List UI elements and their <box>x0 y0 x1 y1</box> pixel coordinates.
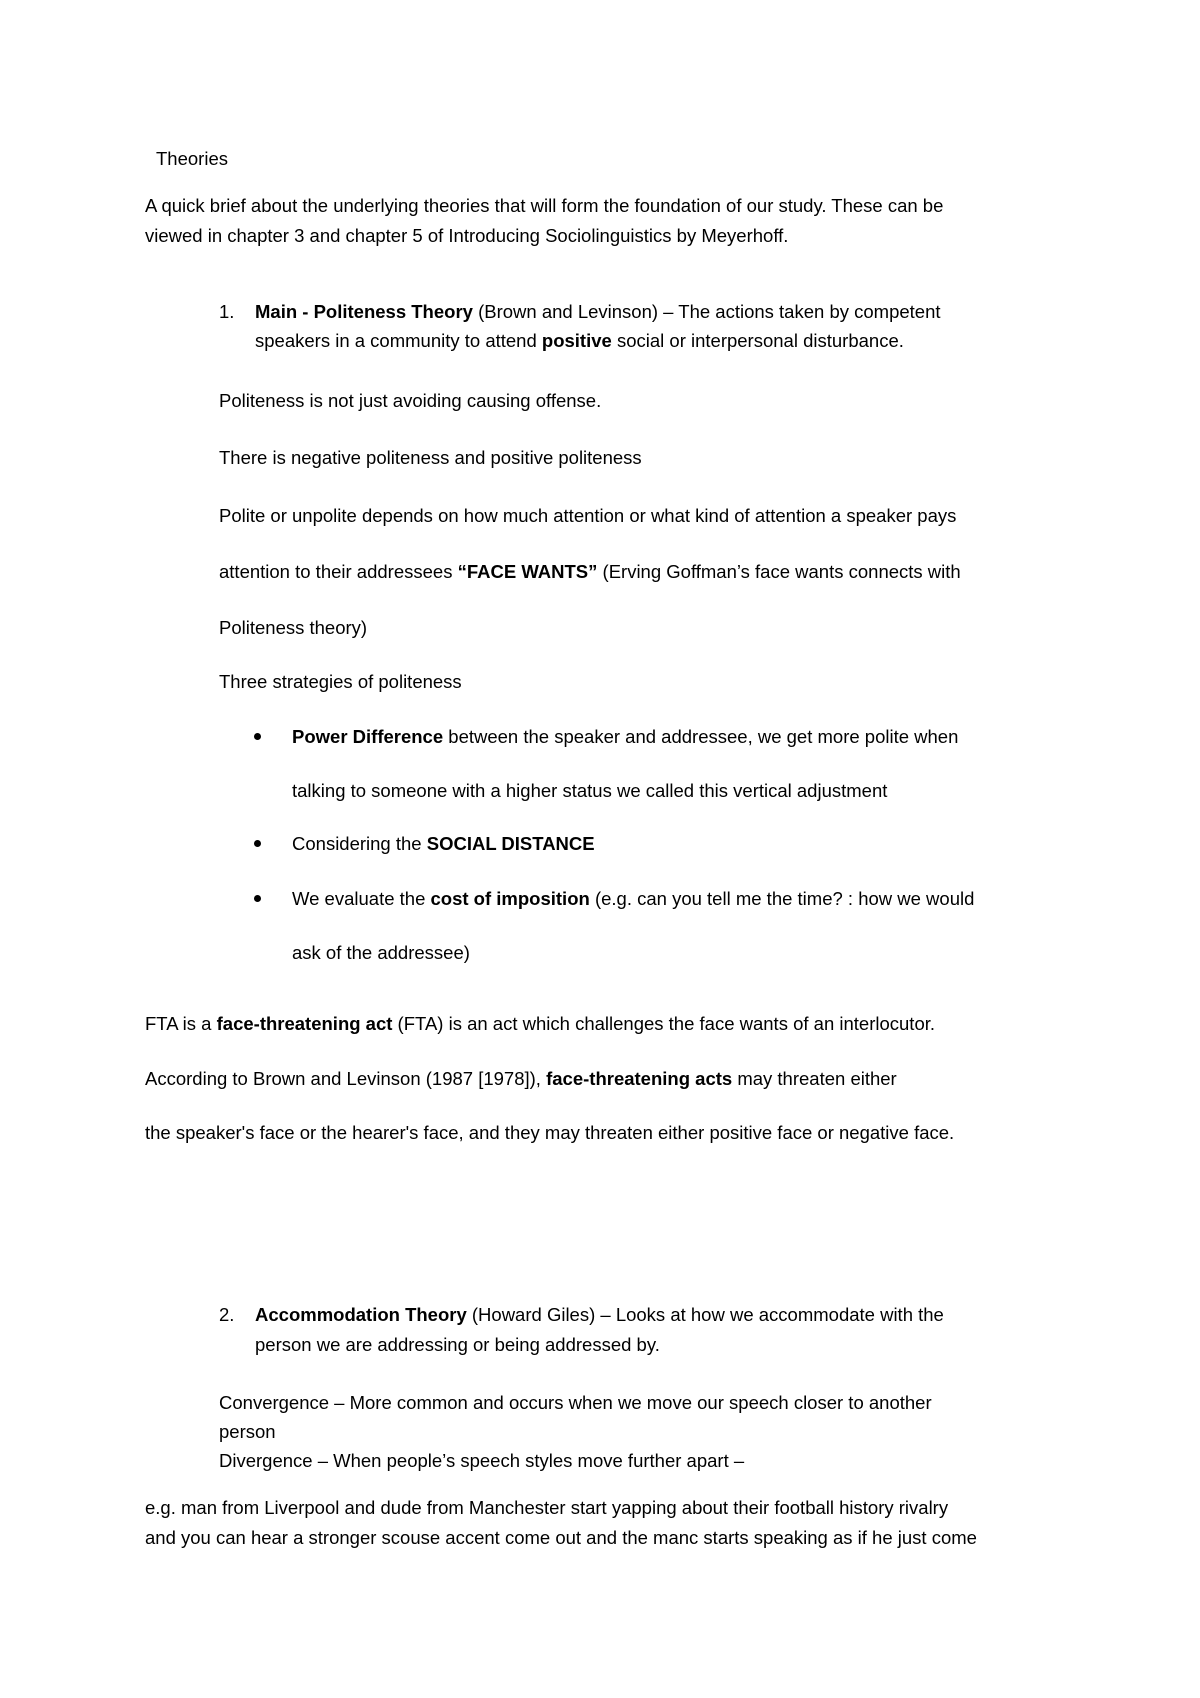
paragraph-speaker-hearer-face: the speaker's face or the hearer's face, and they may threaten either positive face or negative face. <box>145 1122 955 1143</box>
paragraph-convergence-cont: person <box>219 1421 276 1442</box>
bullet-social-distance <box>292 833 595 855</box>
section1-line-2-a: speakers in a community to attend <box>255 330 542 351</box>
bullet-1-rest: between the speaker and addressee, we get more polite when <box>443 726 959 747</box>
bullet-2-bold: SOCIAL DISTANCE <box>426 833 595 854</box>
bullet-2-pre: Considering the <box>292 833 427 854</box>
bullet-icon <box>254 840 261 847</box>
paragraph-politeness-theory: Politeness theory) <box>219 617 368 638</box>
section2-heading-bold: Accommodation Theory <box>255 1304 467 1325</box>
paragraph-face-wants <box>219 561 961 583</box>
fta-b: (FTA) is an act which challenges the face wants of an interlocutor. <box>392 1013 936 1034</box>
section2-heading <box>255 1304 944 1326</box>
bullet-cost-of-imposition-cont: ask of the addressee) <box>292 942 470 963</box>
bullet-cost-of-imposition <box>292 888 974 910</box>
section2-line-2: person we are addressing or being addressed by. <box>255 1334 660 1355</box>
paragraph-according-to <box>145 1068 897 1090</box>
bullet-icon <box>254 733 261 740</box>
bullet-icon <box>254 895 261 902</box>
list-number-1: 1. <box>219 301 235 322</box>
list-number-2: 2. <box>219 1304 235 1325</box>
paragraph-polite-unpolite: Polite or unpolite depends on how much attention or what kind of attention a speaker pays <box>219 505 957 526</box>
section1-heading <box>255 301 941 323</box>
section1-line-2 <box>255 330 904 352</box>
page-title: Theories <box>156 148 228 169</box>
paragraph-example-2: and you can hear a stronger scouse accent come out and the manc starts speaking as if he just come <box>145 1527 977 1548</box>
bullet-3-bold: cost of imposition <box>430 888 590 909</box>
section1-line-2-bold: positive <box>541 330 612 351</box>
according-bold: face-threatening acts <box>546 1068 733 1089</box>
section1-line-2-b: social or interpersonal disturbance. <box>611 330 904 351</box>
paragraph-politeness-offense: Politeness is not just avoiding causing offense. <box>219 390 602 411</box>
according-b: may threaten either <box>732 1068 897 1089</box>
bullet-3-pre: We evaluate the <box>292 888 431 909</box>
paragraph-negative-positive: There is negative politeness and positive politeness <box>219 447 642 468</box>
fta-bold: face-threatening act <box>216 1013 393 1034</box>
section1-heading-rest: (Brown and Levinson) – The actions taken by competent <box>472 301 941 322</box>
paragraph-convergence: Convergence – More common and occurs when we move our speech closer to another <box>219 1392 932 1413</box>
intro-line-1: A quick brief about the underlying theories that will form the foundation of our study. These can be <box>145 195 944 216</box>
face-wants-b: (Erving Goffman’s face wants connects with <box>597 561 961 582</box>
bullet-3-rest: (e.g. can you tell me the time? : how we would <box>589 888 975 909</box>
bullet-1-bold: Power Difference <box>292 726 444 747</box>
according-a: According to Brown and Levinson (1987 [1978]), <box>145 1068 547 1089</box>
bullet-power-difference-cont: talking to someone with a higher status we called this vertical adjustment <box>292 780 888 801</box>
paragraph-fta <box>145 1013 935 1035</box>
face-wants-a: attention to their addressees <box>219 561 458 582</box>
paragraph-example-1: e.g. man from Liverpool and dude from Manchester start yapping about their football history rivalry <box>145 1497 949 1518</box>
section2-heading-rest: (Howard Giles) – Looks at how we accommodate with the <box>466 1304 944 1325</box>
face-wants-bold: “FACE WANTS” <box>457 561 598 582</box>
fta-a: FTA is a <box>145 1013 217 1034</box>
paragraph-three-strategies: Three strategies of politeness <box>219 671 462 692</box>
paragraph-divergence: Divergence – When people’s speech styles move further apart – <box>219 1450 745 1471</box>
section1-heading-bold: Main - Politeness Theory <box>255 301 473 322</box>
intro-line-2: viewed in chapter 3 and chapter 5 of Introducing Sociolinguistics by Meyerhoff. <box>145 225 789 246</box>
bullet-power-difference <box>292 726 958 748</box>
